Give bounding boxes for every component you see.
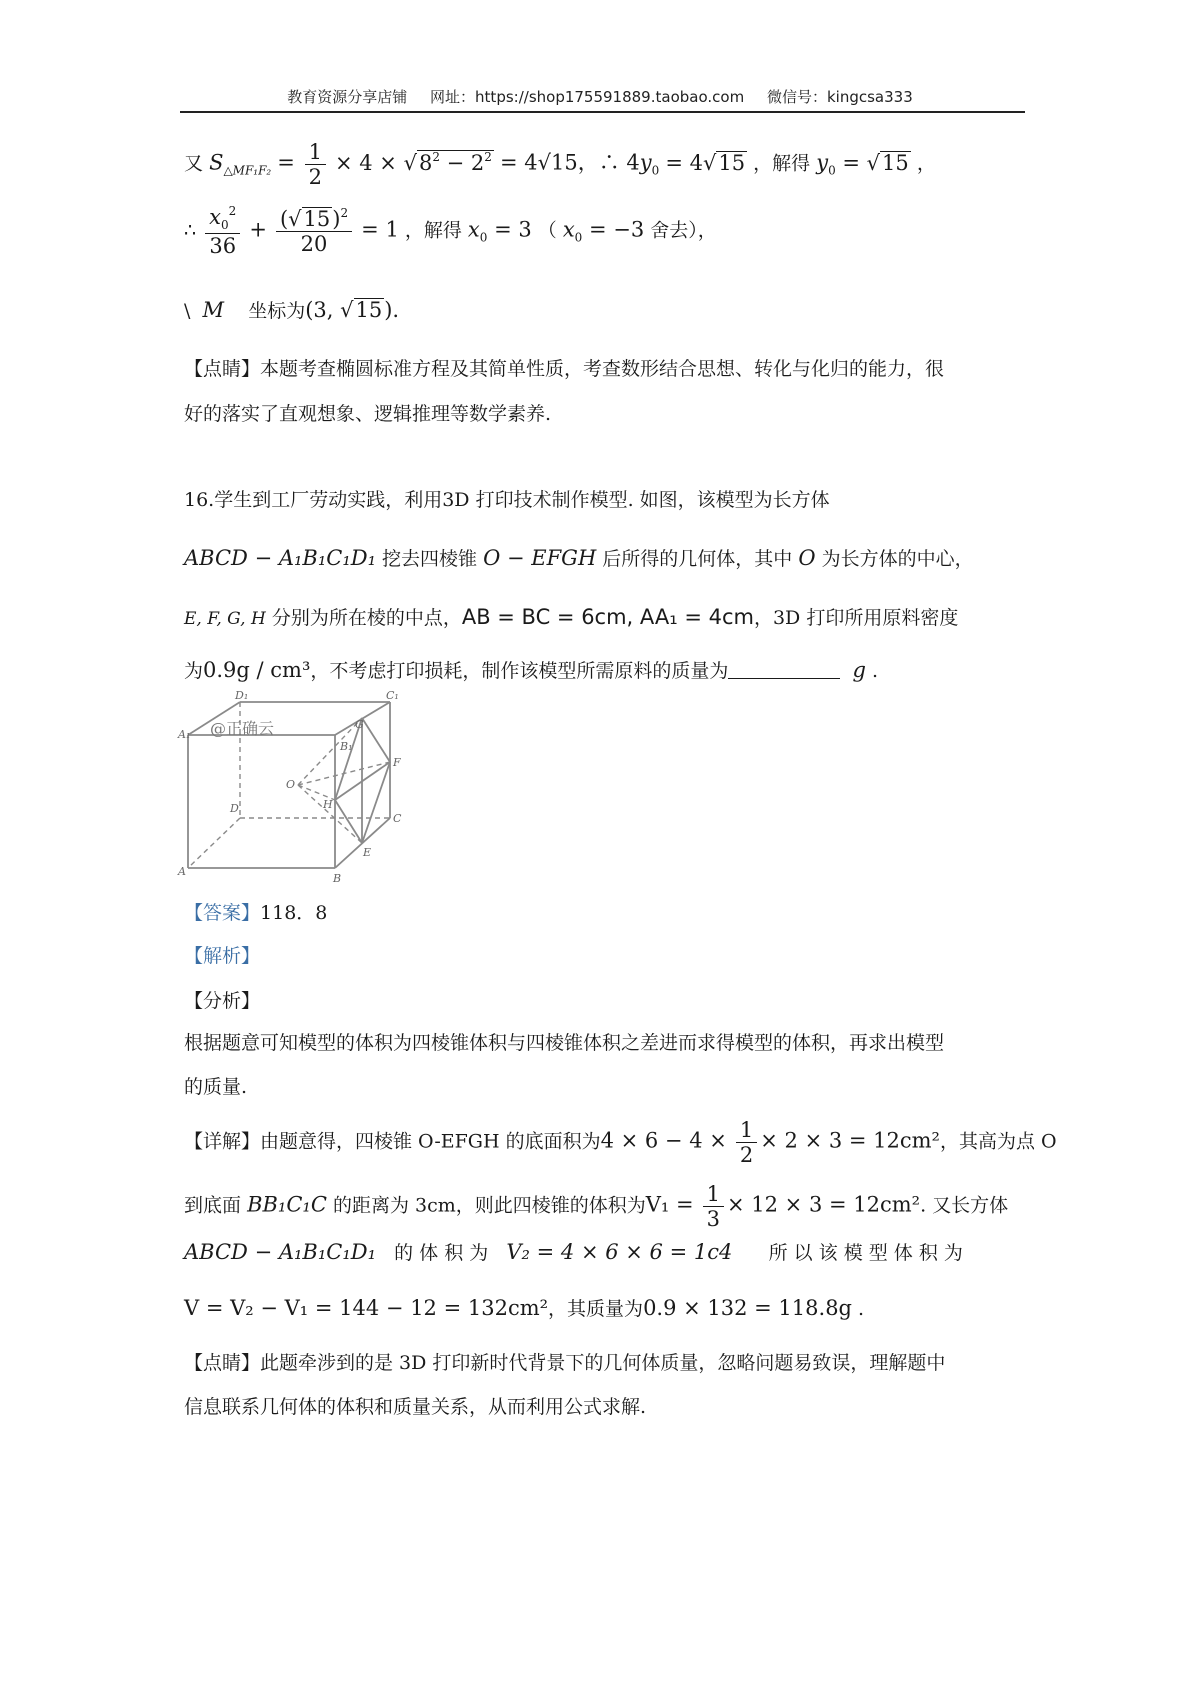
label-E: E xyxy=(363,846,372,859)
detail-comment-line-1: 【点睛】此题牵涉到的是 3D 打印新时代背景下的几何体质量，忽略问题易致误，理解题中 xyxy=(184,1352,946,1374)
answer-value: 118．8 xyxy=(260,902,328,924)
watermark-text: @正确云 xyxy=(210,719,275,738)
fenxi-line-1: 根据题意可知模型的体积为四棱锥体积与四棱锥体积之差进而求得模型的体积，再求出模型 xyxy=(184,1032,945,1054)
detail-line-4: V = V₂ − V₁ = 144 − 12 = 132cm²，其质量为0.9 × 132 = 118.8g . xyxy=(184,1296,865,1320)
prev-comment-tag: 【点睛】 xyxy=(184,358,261,380)
fenxi-line-2: 的质量. xyxy=(184,1076,248,1098)
label-G: G xyxy=(355,718,364,731)
header-shop: 教育资源分享店铺 xyxy=(287,88,408,106)
label-C1: C₁ xyxy=(386,689,399,702)
label-B1: B₁ xyxy=(340,740,353,753)
label-H: H xyxy=(323,798,333,811)
prev-line-3: \ M 坐标为(3, √15). xyxy=(184,298,400,322)
label-D: D xyxy=(230,802,239,815)
prev-comment-line-1: 【点睛】本题考查椭圆标准方程及其简单性质，考查数形结合思想、转化与化归的能力，很 xyxy=(184,358,945,380)
prev-line-1: 又 $S_{\triangle MF_1F_2}$ = $\frac{1}{2}$ × $4 \times √8^2 - 2^2 = 4√15$，∴ $4y_0 = 4√15$ ，解得 $y_0 = √15$ ， xyxy=(184,140,936,190)
answer-line xyxy=(184,902,327,925)
header-url: 网址：https://shop175591889.taobao.com xyxy=(430,88,745,106)
label-C: C xyxy=(393,812,402,825)
q16-line-3: E, F, G, H 分别为所在棱的中点，AB = BC = 6cm, AA₁ = 4cm，3D 打印所用原料密度 xyxy=(184,605,959,629)
answer-blank xyxy=(728,660,840,679)
detail-comment-tag: 【点睛】 xyxy=(184,1352,261,1374)
label-F: F xyxy=(393,756,401,769)
q16-line-2: ABCD − A₁B₁C₁D₁ 挖去四棱锥 O − EFGH 后所得的几何体，其中 O 为长方体的中心， xyxy=(184,546,974,570)
label-D1: D₁ xyxy=(235,689,249,702)
label-B: B xyxy=(333,872,342,885)
label-O: O xyxy=(286,778,296,791)
analysis-tag: 【解析】 xyxy=(184,945,261,967)
q16-line-1: 16.学生到工厂劳动实践，利用3D 打印技术制作模型. 如图，该模型为长方体 xyxy=(184,489,830,511)
detail-tag: 【详解】 xyxy=(184,1130,261,1153)
cuboid-figure xyxy=(180,690,440,890)
header-rule xyxy=(180,111,1025,113)
detail-line-2: 到底面 BB₁C₁C 的距离为 3cm，则此四棱锥的体积为V₁ = $\frac{1}{3}$ × 12 × 3 = 12cm². 又长方体 xyxy=(184,1182,1009,1232)
detail-comment-line-2: 信息联系几何体的体积和质量关系，从而利用公式求解. xyxy=(184,1396,647,1418)
page-header xyxy=(0,86,1200,107)
prev-line-2: ∴ $\frac{x_0^2}{36}$ + $\frac{(√15)^2}{20}$ = 1 ，解得 $x_0 = 3$ （ $x_0 = -3$ 舍去）， xyxy=(184,204,717,258)
detail-line-3: ABCD − A₁B₁C₁D₁ 的 体 积 为 V₂ = 4 × 6 × 6 = 1c4 所 以 该 模 型 体 积 为 xyxy=(184,1240,963,1264)
detail-line-1: 【详解】由题意得，四棱锥 O-EFGH 的底面积为4 × 6 − 4 × $\frac{1}{2}$ × 2 × 3 = 12cm²，其高为点 O xyxy=(184,1118,1057,1168)
answer-tag: 【答案】 xyxy=(184,902,261,924)
q16-line-4: 为0.9g / cm³，不考虑打印损耗，制作该模型所需原料的质量为 g . xyxy=(184,658,879,682)
label-A: A xyxy=(178,865,186,878)
prev-comment-line-2: 好的落实了直观想象、逻辑推理等数学素养. xyxy=(184,403,552,425)
label-A1: A₁ xyxy=(178,728,191,741)
fenxi-tag: 【分析】 xyxy=(184,990,261,1012)
header-wechat: 微信号：kingcsa333 xyxy=(766,88,913,106)
